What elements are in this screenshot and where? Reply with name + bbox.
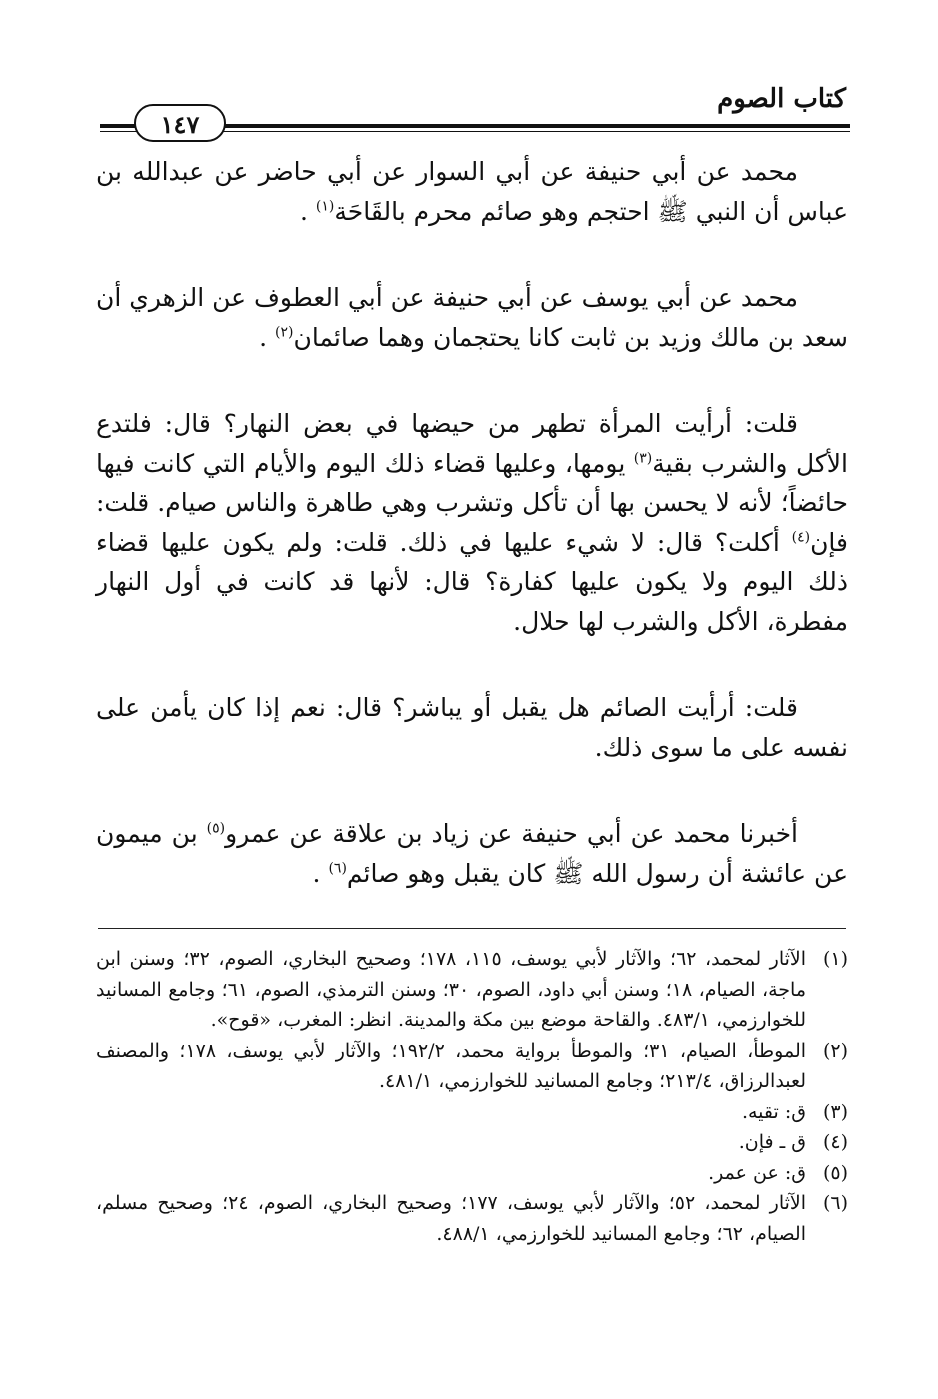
footnote (96, 1127, 848, 1158)
paragraph (96, 278, 848, 357)
footnote (96, 944, 848, 1036)
footnote-marker: (٦) (328, 860, 347, 877)
paragraph (96, 404, 848, 641)
paragraph (96, 814, 848, 893)
footnote-number: (٢) (822, 1039, 848, 1062)
footnote-text: الموطأ، الصيام، ٣١؛ والموطأ برواية محمد، ١٩٢/٢؛ والآثار لأبي يوسف، ١٧٨؛ والمصنف لعبدالرزاق، ٢١٣/٤؛ وجامع المسانيد للخوارزمي، ٤٨١/١. (96, 1039, 807, 1092)
footnote (96, 1036, 848, 1097)
page-header (100, 78, 850, 138)
paragraph-text: . (300, 196, 316, 226)
running-title: كتاب الصوم (717, 84, 846, 114)
paragraph-text: يومها، وعليها قضاء ذلك اليوم والأيام التي كانت فيها حائضاً؛ لأنه لا يحسن بها أن تأكل وتشرب وهي طاهرة والناس صيام. قلت: فإن (96, 448, 848, 557)
paragraph (96, 152, 848, 231)
paragraph-text: بن ميمون عن عائشة أن رسول الله ﷺ كان يقبل وهو صائم (96, 819, 848, 888)
paragraph-text: أخبرنا محمد عن أبي حنيفة عن زياد بن علاقة عن عمرو (225, 819, 798, 848)
footnote-text: الآثار لمحمد، ٥٢؛ والآثار لأبي يوسف، ١٧٧؛ وصحيح البخاري، الصوم، ٢٤؛ وصحيح مسلم، الصيام، ٦٢؛ وجامع المسانيد للخوارزمي، ٤٨٨/١. (96, 1192, 807, 1245)
footnote-marker: (٥) (206, 820, 226, 837)
footnotes (96, 944, 848, 1249)
footnote-marker: (٢) (275, 324, 294, 341)
footnote (96, 1097, 848, 1128)
paragraph-text: قلت: أرأيت المرأة تطهر من حيضها في بعض النهار؟ قال: فلتدع الأكل والشرب بقية (96, 409, 848, 478)
footnote-number: (٥) (822, 1161, 848, 1184)
footnote-text: ق: عن عمر. (708, 1161, 806, 1184)
footnote (96, 1188, 848, 1249)
paragraph-text: قلت: أرأيت الصائم هل يقبل أو يباشر؟ قال: نعم إذا كان يأمن على نفسه على ما سوى ذلك. (96, 693, 848, 762)
footnote-marker: (٣) (633, 450, 653, 467)
footnote-text: ق ـ فإن. (738, 1131, 806, 1153)
footnote-text: ق: تقيه. (741, 1100, 806, 1123)
paragraph-text: أكلت؟ قال: لا شيء عليها في ذلك. قلت: ولم يكون عليها قضاء ذلك اليوم ولا يكون عليها كفارة؟ قال: لأنها قد كانت في أول النهار مفطرة، الأكل والشرب لها حلال. (96, 527, 848, 636)
footnote (96, 1158, 848, 1189)
footnote-number: (١) (822, 948, 848, 970)
footnote-marker: (٤) (791, 529, 811, 546)
footnote-number: (٣) (822, 1100, 848, 1123)
footnote-marker: (١) (315, 198, 335, 215)
page-number: ١٤٧ (134, 104, 226, 142)
footnote-number: (٤) (822, 1131, 848, 1153)
paragraph-text: . (312, 858, 329, 888)
main-text (96, 152, 848, 940)
footnote-text: الآثار لمحمد، ٦٢؛ والآثار لأبي يوسف، ١١٥، ١٧٨؛ وصحيح البخاري، الصوم، ٣٢؛ وسنن ابن ماجة، الصيام، ١٨؛ وسنن أبي داود، الصوم، ٣٠؛ وسنن الترمذي، الصوم، ٦١؛ وجامع المسانيد للخوارزمي، ٤٨٣/١. والقاحة موضع بين مكة والمدينة. انظر: المغرب، «قوح». (96, 948, 807, 1031)
paragraph-text: . (259, 322, 276, 352)
paragraph-text: محمد عن أبي حنيفة عن أبي السوار عن أبي حاضر عن عبدالله بن عباس أن النبي ﷺ احتجم وهو صائم محرم بالقَاحَة (96, 157, 848, 226)
footnote-separator (98, 928, 846, 929)
paragraph-text: محمد عن أبي يوسف عن أبي حنيفة عن أبي العطوف عن الزهري أن سعد بن مالك وزيد بن ثابت كانا يحتجمان وهما صائمان (96, 283, 848, 352)
paragraph (96, 688, 848, 767)
footnote-number: (٦) (822, 1192, 848, 1214)
